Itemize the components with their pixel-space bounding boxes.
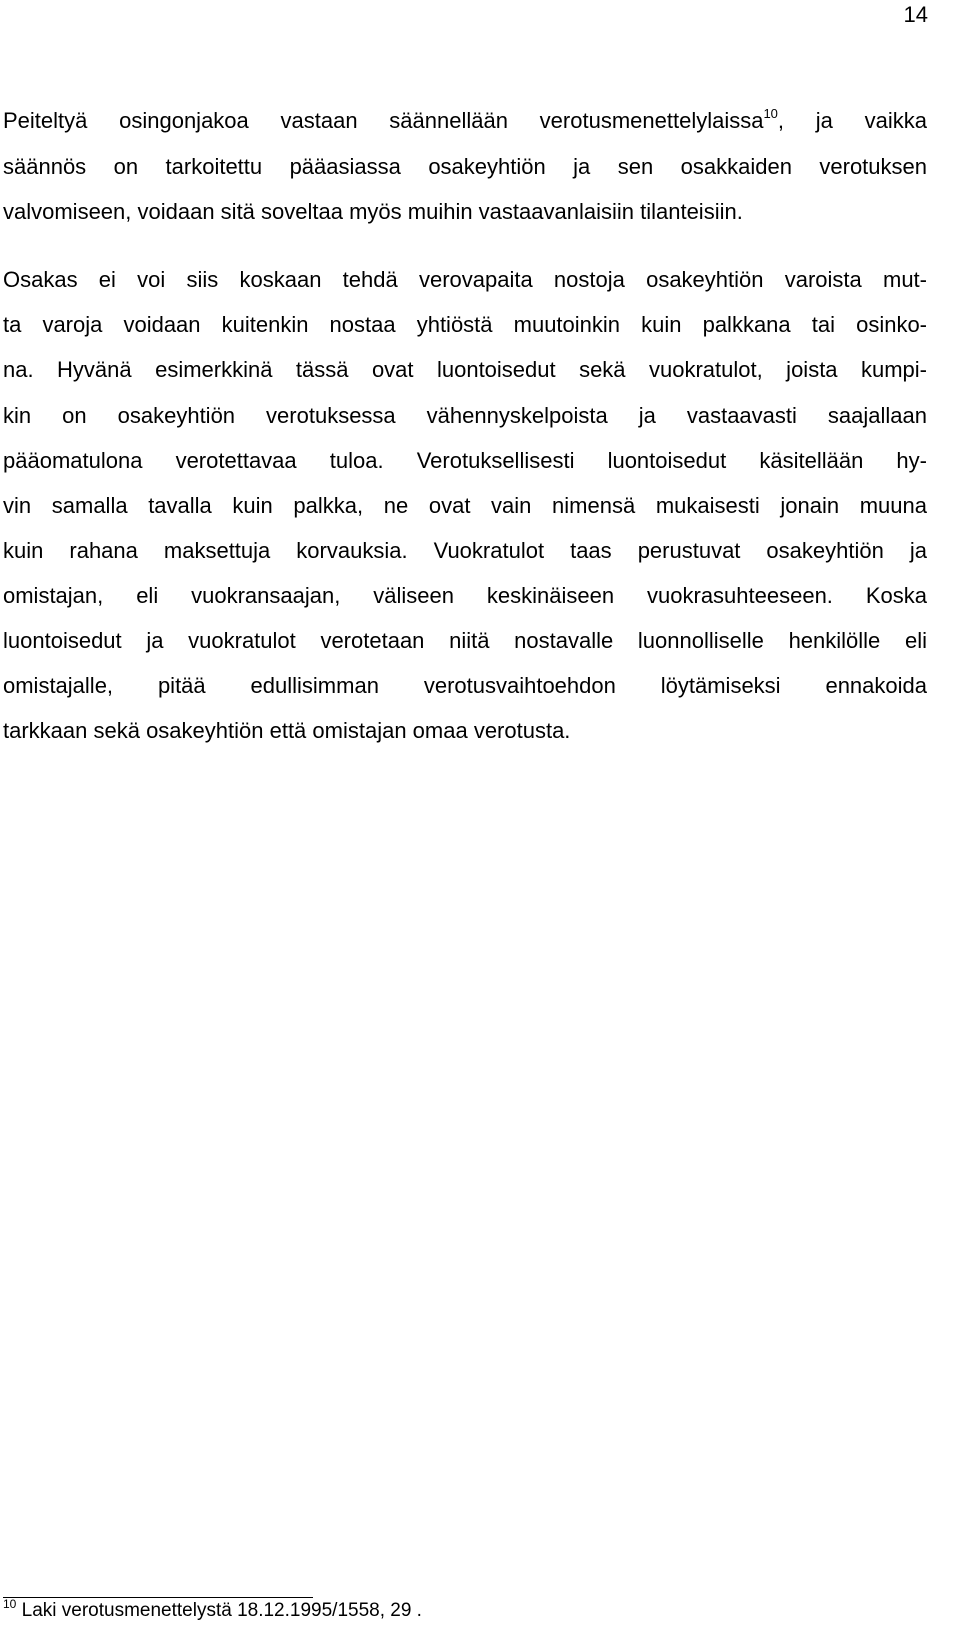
paragraph-2-line: vin samalla tavalla kuin palkka, ne ovat vain nimensä mukaisesti jonain muuna bbox=[3, 493, 927, 518]
paragraph-1-line-1-tail: , ja vaikka bbox=[777, 108, 927, 133]
paragraph-2-line: luontoisedut ja vuokratulot verotetaan niitä nostavalle luonnolliselle henkilölle eli bbox=[3, 628, 927, 653]
paragraph-2-line: na. Hyvänä esimerkkinä tässä ovat luontoisedut sekä vuokratulot, joista kumpi- bbox=[3, 357, 927, 382]
paragraph-1-line-3: valvomiseen, voidaan sitä soveltaa myös muihin vastaavanlaisiin tilanteisiin. bbox=[3, 199, 743, 224]
paragraph-2-line-last: tarkkaan sekä osakeyhtiön että omistajan omaa verotusta. bbox=[3, 718, 571, 743]
footnote-reference[interactable]: 10 bbox=[763, 105, 778, 121]
paragraph-2-line: kin on osakeyhtiön verotuksessa vähennyskelpoista ja vastaavasti saajallaan bbox=[3, 403, 927, 428]
paragraph-2-line: kuin rahana maksettuja korvauksia. Vuokratulot taas perustuvat osakeyhtiön ja bbox=[3, 538, 927, 563]
footnote-text: Laki verotusmenettelystä 18.12.1995/1558, 29 . bbox=[16, 1600, 422, 1621]
footnote-number: 10 bbox=[3, 1596, 17, 1611]
page-number: 14 bbox=[903, 2, 928, 27]
paragraph-2-line: omistajan, eli vuokransaajan, väliseen keskinäiseen vuokrasuhteeseen. Koska bbox=[3, 583, 927, 608]
paragraph-1-line-1 bbox=[3, 106, 927, 136]
paragraph-2-line: omistajalle, pitää edullisimman verotusvaihtoehdon löytämiseksi ennakoida bbox=[3, 673, 927, 698]
paragraph-2-line: pääomatulona verotettavaa tuloa. Verotuksellisesti luontoisedut käsitellään hy- bbox=[3, 448, 927, 473]
paragraph-2-line: Osakas ei voi siis koskaan tehdä verovapaita nostoja osakeyhtiön varoista mut- bbox=[3, 267, 927, 292]
paragraph-1-line-2: säännös on tarkoitettu pääasiassa osakeyhtiön ja sen osakkaiden verotuksen bbox=[3, 154, 927, 179]
paragraph-1-line-1-text: Peiteltyä osingonjakoa vastaan säännellään verotusmenettelylaissa bbox=[3, 108, 764, 133]
footnote bbox=[3, 1597, 422, 1625]
paragraph-2-line: ta varoja voidaan kuitenkin nostaa yhtiöstä muutoinkin kuin palkkana tai osinko- bbox=[3, 312, 927, 337]
